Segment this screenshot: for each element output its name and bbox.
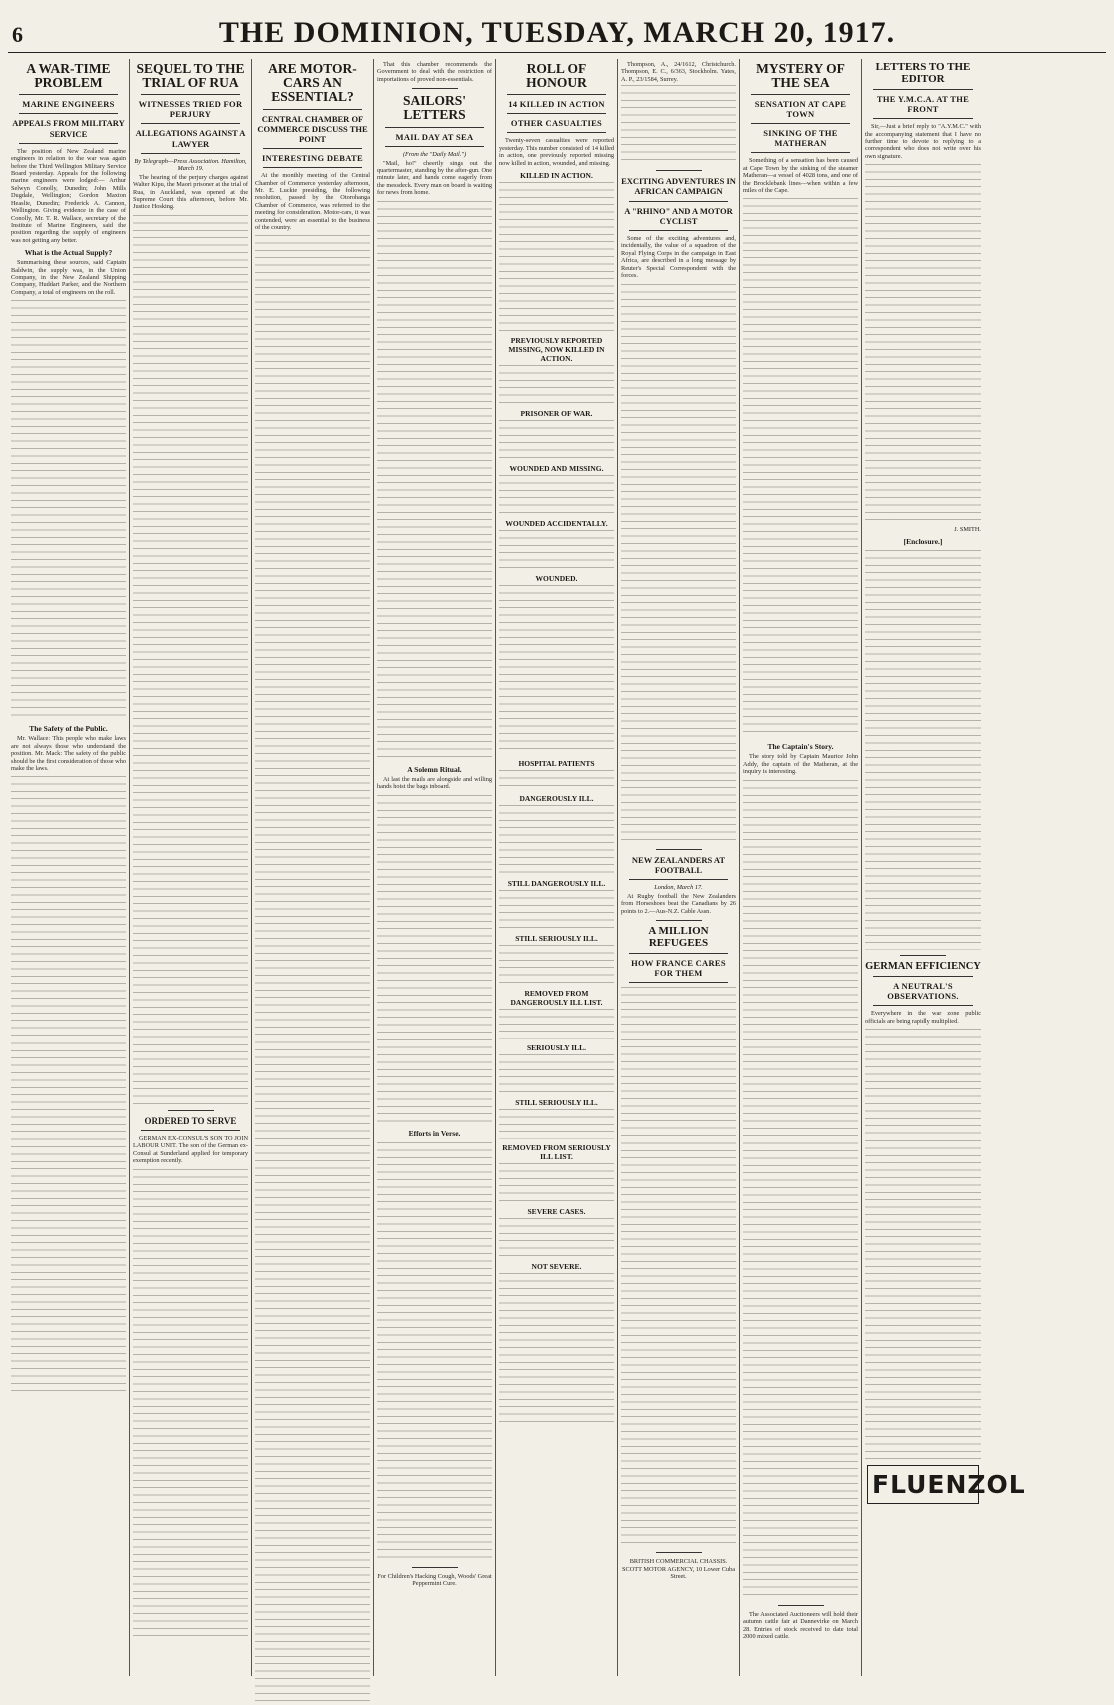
headline: NEW ZEALANDERS AT FOOTBALL bbox=[631, 854, 726, 875]
body-text-lines bbox=[621, 85, 736, 165]
body-text-lines bbox=[743, 780, 858, 1600]
headline: A MILLION REFUGEES bbox=[648, 925, 709, 949]
page-number: 6 bbox=[12, 22, 23, 47]
casualty-list-entries bbox=[499, 805, 614, 875]
casualty-list-entries bbox=[499, 420, 614, 460]
casualty-list-heading: STILL SERIOUSLY ILL. bbox=[515, 1098, 598, 1108]
headline: ARE MOTOR-CARS AN ESSENTIAL? bbox=[268, 61, 357, 105]
column-1 bbox=[8, 59, 130, 1676]
headline: ROLL OF HONOUR bbox=[526, 61, 587, 91]
subheadline: MARINE ENGINEERS bbox=[22, 99, 115, 110]
dateline: By Telegraph—Press Association. Hamilton, March 19. bbox=[134, 157, 247, 172]
headline: A WAR-TIME PROBLEM bbox=[26, 61, 111, 91]
body-text-lines bbox=[133, 215, 248, 1105]
article-text: The hearing of the perjury charges against Walter Kipu, the Maori prisoner at the trial of Rua, in Auckland, was opened at the Supreme Court this afternoon, before Mr. Justice Hosking. bbox=[133, 173, 248, 211]
section-heading: What is the Actual Supply? bbox=[24, 248, 113, 258]
body-text-lines bbox=[865, 1029, 981, 1459]
casualty-list-entries bbox=[499, 1273, 614, 1423]
section-heading: The Safety of the Public. bbox=[29, 724, 108, 734]
article-text: The position of New Zealand marine engineers in relation to the war was again before the Third Wellington Military Service Board yesterday. Appeals for the following marine engineers were lodged:— Arthur Selwyn Conolly, Dunedin; John Mills Dugdale, Wellington; Gordon Maxton Heaslie, Dunedin; Frederick A. Cannon, Wellington. Giving evidence in the case of Conolly, Mr. T. R. Wallace, secretary of the Institute of Marine Engineers, said the position regarding the supply of engineers was not getting any better. bbox=[11, 147, 126, 244]
casualty-list-entries bbox=[499, 585, 614, 755]
article-text: Some of the exciting adventures and, incidentally, the value of a squadron of the Royal Flying Corps in the campaign in East Africa, are described in a long message by Reuter's Special Correspondent with the forces. bbox=[621, 235, 736, 280]
newspaper-title: THE DOMINION, TUESDAY, MARCH 20, 1917. bbox=[218, 16, 896, 49]
article-text: That this chamber recommends the Government to deal with the restriction of importations of proved non-essentials. bbox=[377, 61, 492, 83]
body-text-lines bbox=[621, 284, 736, 844]
section-heading: A Solemn Ritual. bbox=[407, 764, 462, 774]
casualty-list-heading: STILL DANGEROUSLY ILL. bbox=[507, 879, 606, 889]
casualty-list-entries bbox=[499, 1009, 614, 1039]
casualty-list-heading: WOUNDED. bbox=[535, 574, 578, 584]
body-text-lines bbox=[133, 1169, 248, 1639]
article-text: At the monthly meeting of the Central Chamber of Commerce yesterday afternoon, Mr. E. Luckie presiding, the following resolution, passed by the Otorohanga Chamber of Commerce, was referred to the meeting for consideration. Motor-cars, it was contended, were an essential to the business of the country. bbox=[255, 172, 370, 232]
subheadline: MAIL DAY AT SEA bbox=[395, 131, 474, 142]
columns bbox=[8, 59, 1106, 1676]
section-heading: [Enclosure.] bbox=[903, 537, 943, 547]
column-4 bbox=[374, 59, 496, 1676]
casualty-list-heading: KILLED IN ACTION. bbox=[520, 171, 593, 181]
casualty-list-heading: SERIOUSLY ILL. bbox=[526, 1043, 587, 1053]
headline: MYSTERY OF THE SEA bbox=[756, 61, 845, 91]
casualty-list-entries bbox=[499, 1054, 614, 1094]
casualty-list-heading: STILL SERIOUSLY ILL. bbox=[515, 934, 598, 944]
signature: J. SMITH. bbox=[954, 526, 981, 534]
subheadline: SINKING OF THE MATHERAN bbox=[763, 128, 838, 149]
casualty-list-entries bbox=[499, 530, 614, 570]
subheadline: APPEALS FROM MILITARY SERVICE bbox=[12, 118, 125, 139]
casualty-list-heading: SEVERE CASES. bbox=[527, 1207, 586, 1217]
body-text-lines bbox=[865, 164, 981, 524]
body-text-lines bbox=[865, 550, 981, 950]
casualty-list-heading: WOUNDED AND MISSING. bbox=[509, 464, 604, 474]
fluenzol-advert bbox=[867, 1465, 1026, 1504]
casualty-list-heading: REMOVED FROM SERIOUSLY ILL LIST. bbox=[502, 1143, 611, 1162]
advert-text: For Children's Hacking Cough, Woods' Great Peppermint Cure. bbox=[377, 1572, 492, 1587]
casualty-list-entries bbox=[499, 945, 614, 985]
subheadline: SENSATION AT CAPE TOWN bbox=[754, 99, 847, 120]
subheadline: THE Y.M.C.A. AT THE FRONT bbox=[876, 94, 970, 115]
masthead bbox=[8, 0, 1106, 53]
subheadline: INTERESTING DEBATE bbox=[262, 153, 363, 164]
column-6 bbox=[618, 59, 740, 1676]
casualty-list-heading: NOT SEVERE. bbox=[531, 1262, 582, 1272]
subheadline: A NEUTRAL'S OBSERVATIONS. bbox=[887, 981, 959, 1002]
column-8 bbox=[862, 59, 1026, 1676]
casualty-list-heading: DANGEROUSLY ILL. bbox=[519, 794, 594, 804]
article-text: Twenty-seven casualties were reported yesterday. This number consisted of 14 killed in action, one previously reported missing now killed in action, wounded, and missing. bbox=[499, 137, 614, 167]
casualty-list-heading: REMOVED FROM DANGEROUSLY ILL LIST. bbox=[510, 989, 603, 1008]
dateline: (From the "Daily Mail.") bbox=[402, 150, 467, 158]
body-text-lines bbox=[11, 300, 126, 720]
headline: SEQUEL TO THE TRIAL OF RUA bbox=[136, 61, 245, 91]
casualty-list-heading: PRISONER OF WAR. bbox=[520, 409, 593, 419]
subheadline: HOW FRANCE CARES FOR THEM bbox=[631, 958, 726, 979]
article-text: Mr. Wallace: This people who make laws are not always those who understand the position. Mr. Mack: The safety of the public should be the first consideration of those who make the laws. bbox=[11, 735, 126, 772]
body-text-lines bbox=[377, 795, 492, 1125]
subheadline: WITNESSES TRIED FOR PERJURY bbox=[138, 99, 243, 120]
column-2 bbox=[130, 59, 252, 1676]
casualty-list-entries bbox=[499, 182, 614, 332]
casualty-list-entries bbox=[499, 770, 614, 790]
section-heading: Efforts in Verse. bbox=[408, 1128, 461, 1138]
article-text: "Mail, ho!" cheerily sings out the quartermaster, standing by the after-gun. One minute later, and hands come eagerly from the messdeck. Every man on board is waiting for news from home. bbox=[377, 159, 492, 197]
article-text: Thompson, A., 24/1612, Christchurch. Thompson, E. C., 6/363, Stockholm. Yates, A. P., 23/1584, Surrey. bbox=[621, 61, 736, 83]
article-text: At last the mails are alongside and willing hands hoist the bags inboard. bbox=[377, 775, 492, 791]
body-text-lines bbox=[377, 1142, 492, 1562]
column-7 bbox=[740, 59, 862, 1676]
article-text: GERMAN EX-CONSUL'S SON TO JOIN LABOUR UNIT. The son of the German ex-Consul at Sunderland applied for temporary exemption recently. bbox=[133, 1134, 248, 1165]
body-text-lines bbox=[255, 235, 370, 1705]
subheadline: ALLEGATIONS AGAINST A LAWYER bbox=[135, 128, 246, 149]
subheadline: OTHER CASUALTIES bbox=[510, 118, 603, 129]
body-text-lines bbox=[11, 776, 126, 1396]
advert-brand: FLUENZOL bbox=[872, 1470, 1026, 1500]
advert-text: BRITISH COMMERCIAL CHASSIS. SCOTT MOTOR AGENCY, 10 Lower Cuba Street. bbox=[622, 1558, 735, 1581]
casualty-list-entries bbox=[499, 1218, 614, 1258]
casualty-list-heading: WOUNDED ACCIDENTALLY. bbox=[505, 519, 608, 529]
subheadline: A "RHINO" AND A MOTOR CYCLIST bbox=[624, 205, 733, 226]
article-text: Summarising these sources, said Captain Baldwin, the supply was, in the Union Company, in the New Zealand Shipping Company, Huddart Parker, and the Northern Company, a total of engineers on the roll. bbox=[11, 259, 126, 296]
headline: SAILORS' LETTERS bbox=[402, 93, 467, 123]
section-heading: ORDERED TO SERVE bbox=[144, 1115, 237, 1126]
casualty-list-heading: HOSPITAL PATIENTS bbox=[518, 759, 595, 769]
subheadline: 14 KILLED IN ACTION bbox=[508, 99, 605, 110]
casualty-list-entries bbox=[499, 890, 614, 930]
article-text: Something of a sensation has been caused at Cape Town by the sinking of the steamer Matheran—a vessel of 4028 tons, and one of the Brocklebank lines—when within a few miles of the Cape. bbox=[743, 157, 858, 195]
body-text-lines bbox=[621, 987, 736, 1547]
casualty-list-entries bbox=[499, 1109, 614, 1139]
column-3 bbox=[252, 59, 374, 1676]
section-heading: The Captain's Story. bbox=[767, 742, 834, 752]
headline: GERMAN EFFICIENCY bbox=[865, 961, 981, 973]
casualty-list-heading: PREVIOUSLY REPORTED MISSING, NOW KILLED IN ACTION. bbox=[508, 336, 605, 364]
headline: LETTERS TO THE EDITOR bbox=[875, 61, 971, 85]
casualty-lists bbox=[499, 171, 614, 1423]
column-5 bbox=[496, 59, 618, 1676]
casualty-list-entries bbox=[499, 475, 614, 515]
casualty-list-entries bbox=[499, 365, 614, 405]
article-text: Sir,—Just a brief reply to "A.Y.M.C." with the accompanying statement that I have no further time to devote to replying to a correspondent who does not write over his own signature. bbox=[865, 123, 981, 160]
article-text: Everywhere in the war zone public officials are being rapidly multiplied. bbox=[865, 1010, 981, 1025]
dateline: London, March 17. bbox=[654, 883, 703, 891]
article-text: At Rugby football the New Zealanders from Horseshoes beat the Canadians by 26 points to 2.—Aus-N.Z. Cable Assn. bbox=[621, 892, 736, 915]
article-text: The story told by Captain Maurice John Addy, the captain of the Matheran, at the inquiry is interesting. bbox=[743, 753, 858, 776]
casualty-list-entries bbox=[499, 1163, 614, 1203]
subheadline: CENTRAL CHAMBER OF COMMERCE DISCUSS THE POINT bbox=[257, 113, 368, 144]
article-text: The Associated Auctioneers will hold their autumn cattle fair at Dannevirke on March 28. Entries of stock received to date total 2000 mixed cattle. bbox=[743, 1610, 858, 1640]
body-text-lines bbox=[743, 198, 858, 738]
headline: EXCITING ADVENTURES IN AFRICAN CAMPAIGN bbox=[621, 176, 736, 197]
body-text-lines bbox=[377, 201, 492, 761]
